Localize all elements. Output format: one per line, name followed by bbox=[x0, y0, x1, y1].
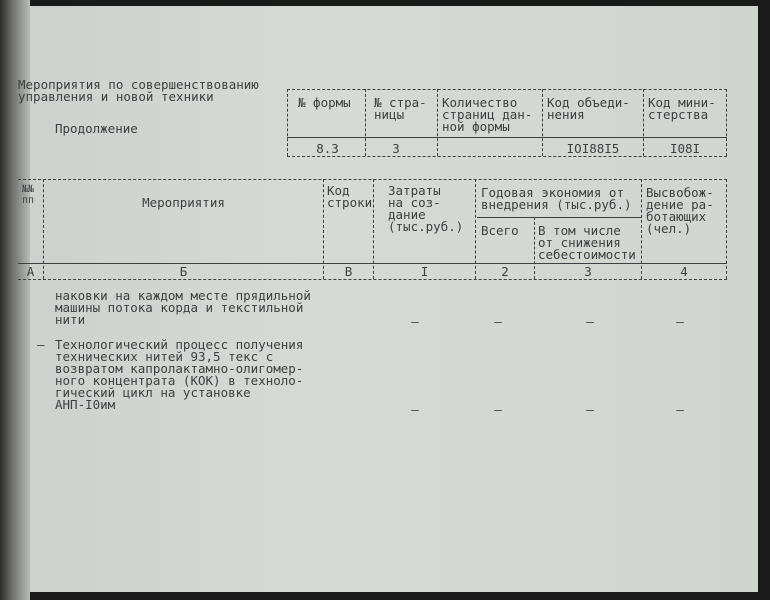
entry-value-cost-reduction: – bbox=[586, 314, 594, 329]
main-table-divider bbox=[43, 179, 44, 279]
continuation-label: Продолжение bbox=[55, 121, 138, 136]
entry-value-total: – bbox=[494, 402, 502, 417]
main-table-divider bbox=[641, 179, 642, 279]
entry-value-costs: – bbox=[411, 402, 419, 417]
col-header-annual-savings: Годовая экономия от внедрения (тыс.руб.) bbox=[481, 185, 632, 212]
index-cell-v: В bbox=[344, 264, 353, 279]
col-header-line-code: Код строки bbox=[327, 183, 373, 210]
savings-subheader-line bbox=[477, 217, 642, 218]
form-table-divider bbox=[437, 89, 438, 156]
main-table-divider bbox=[475, 179, 476, 279]
form-header-page-no: № стра- ницы bbox=[374, 95, 427, 122]
form-header-page-count: Количество страниц дан- ной формы bbox=[442, 95, 533, 134]
index-cell-4: 4 bbox=[680, 264, 688, 279]
index-cell-a: А bbox=[26, 264, 35, 279]
index-cell-3: 3 bbox=[584, 264, 592, 279]
title-line-2: управления и новой техники bbox=[18, 89, 214, 104]
col-header-measures: Мероприятия bbox=[142, 195, 225, 210]
form-table-border bbox=[726, 89, 727, 156]
entry-value-total: – bbox=[494, 314, 502, 329]
entry-value-released: – bbox=[676, 402, 684, 417]
col-header-cost-reduction: В том числе от снижения себестоимости bbox=[538, 223, 636, 262]
form-table-border bbox=[287, 89, 288, 156]
form-value-form-no: 8.3 bbox=[316, 141, 339, 156]
form-value-union-code: IOI88I5 bbox=[566, 141, 620, 156]
title-line-1: Мероприятия по совершенствованию bbox=[18, 77, 259, 92]
index-cell-1: I bbox=[420, 264, 429, 279]
main-table-divider bbox=[323, 179, 324, 279]
entry-text: Технологический процесс получения технических нитей 93,5 текс с возвратом капролактамно-олигомер- ного концентрата (КОК) в техноло- гический цикл на установке АНП-I0им bbox=[55, 337, 304, 412]
form-header-union-code: Код объеди- нения bbox=[547, 95, 630, 122]
form-header-form-no: № формы bbox=[298, 95, 351, 110]
main-table-border bbox=[726, 179, 727, 279]
col-header-released-workers: Высвобож- дение ра- ботающих (чел.) bbox=[646, 185, 714, 236]
entry-value-released: – bbox=[676, 314, 684, 329]
entry-value-cost-reduction: – bbox=[586, 402, 594, 417]
main-table-divider bbox=[373, 179, 374, 279]
col-header-number: №№ пп bbox=[22, 184, 35, 206]
index-cell-2: 2 bbox=[501, 264, 509, 279]
entry-text: наковки на каждом месте прядильной машины потока корда и текстильной нити bbox=[55, 288, 311, 327]
col-header-total: Всего bbox=[481, 223, 519, 238]
form-value-ministry-code: I08I bbox=[669, 141, 701, 156]
form-header-ministry-code: Код мини- стерства bbox=[648, 95, 716, 122]
form-value-page-no: 3 bbox=[392, 141, 400, 156]
form-table-top-line bbox=[287, 89, 727, 90]
form-table-mid-line bbox=[287, 137, 727, 138]
entry-value-costs: – bbox=[411, 314, 419, 329]
entry-marker: – bbox=[37, 337, 45, 352]
form-table-bottom-line bbox=[287, 156, 727, 157]
main-table-index-line bbox=[18, 279, 727, 280]
index-cell-b: Б bbox=[179, 264, 188, 279]
col-header-costs: Затраты на соз- дание (тыс.руб.) bbox=[388, 183, 464, 234]
